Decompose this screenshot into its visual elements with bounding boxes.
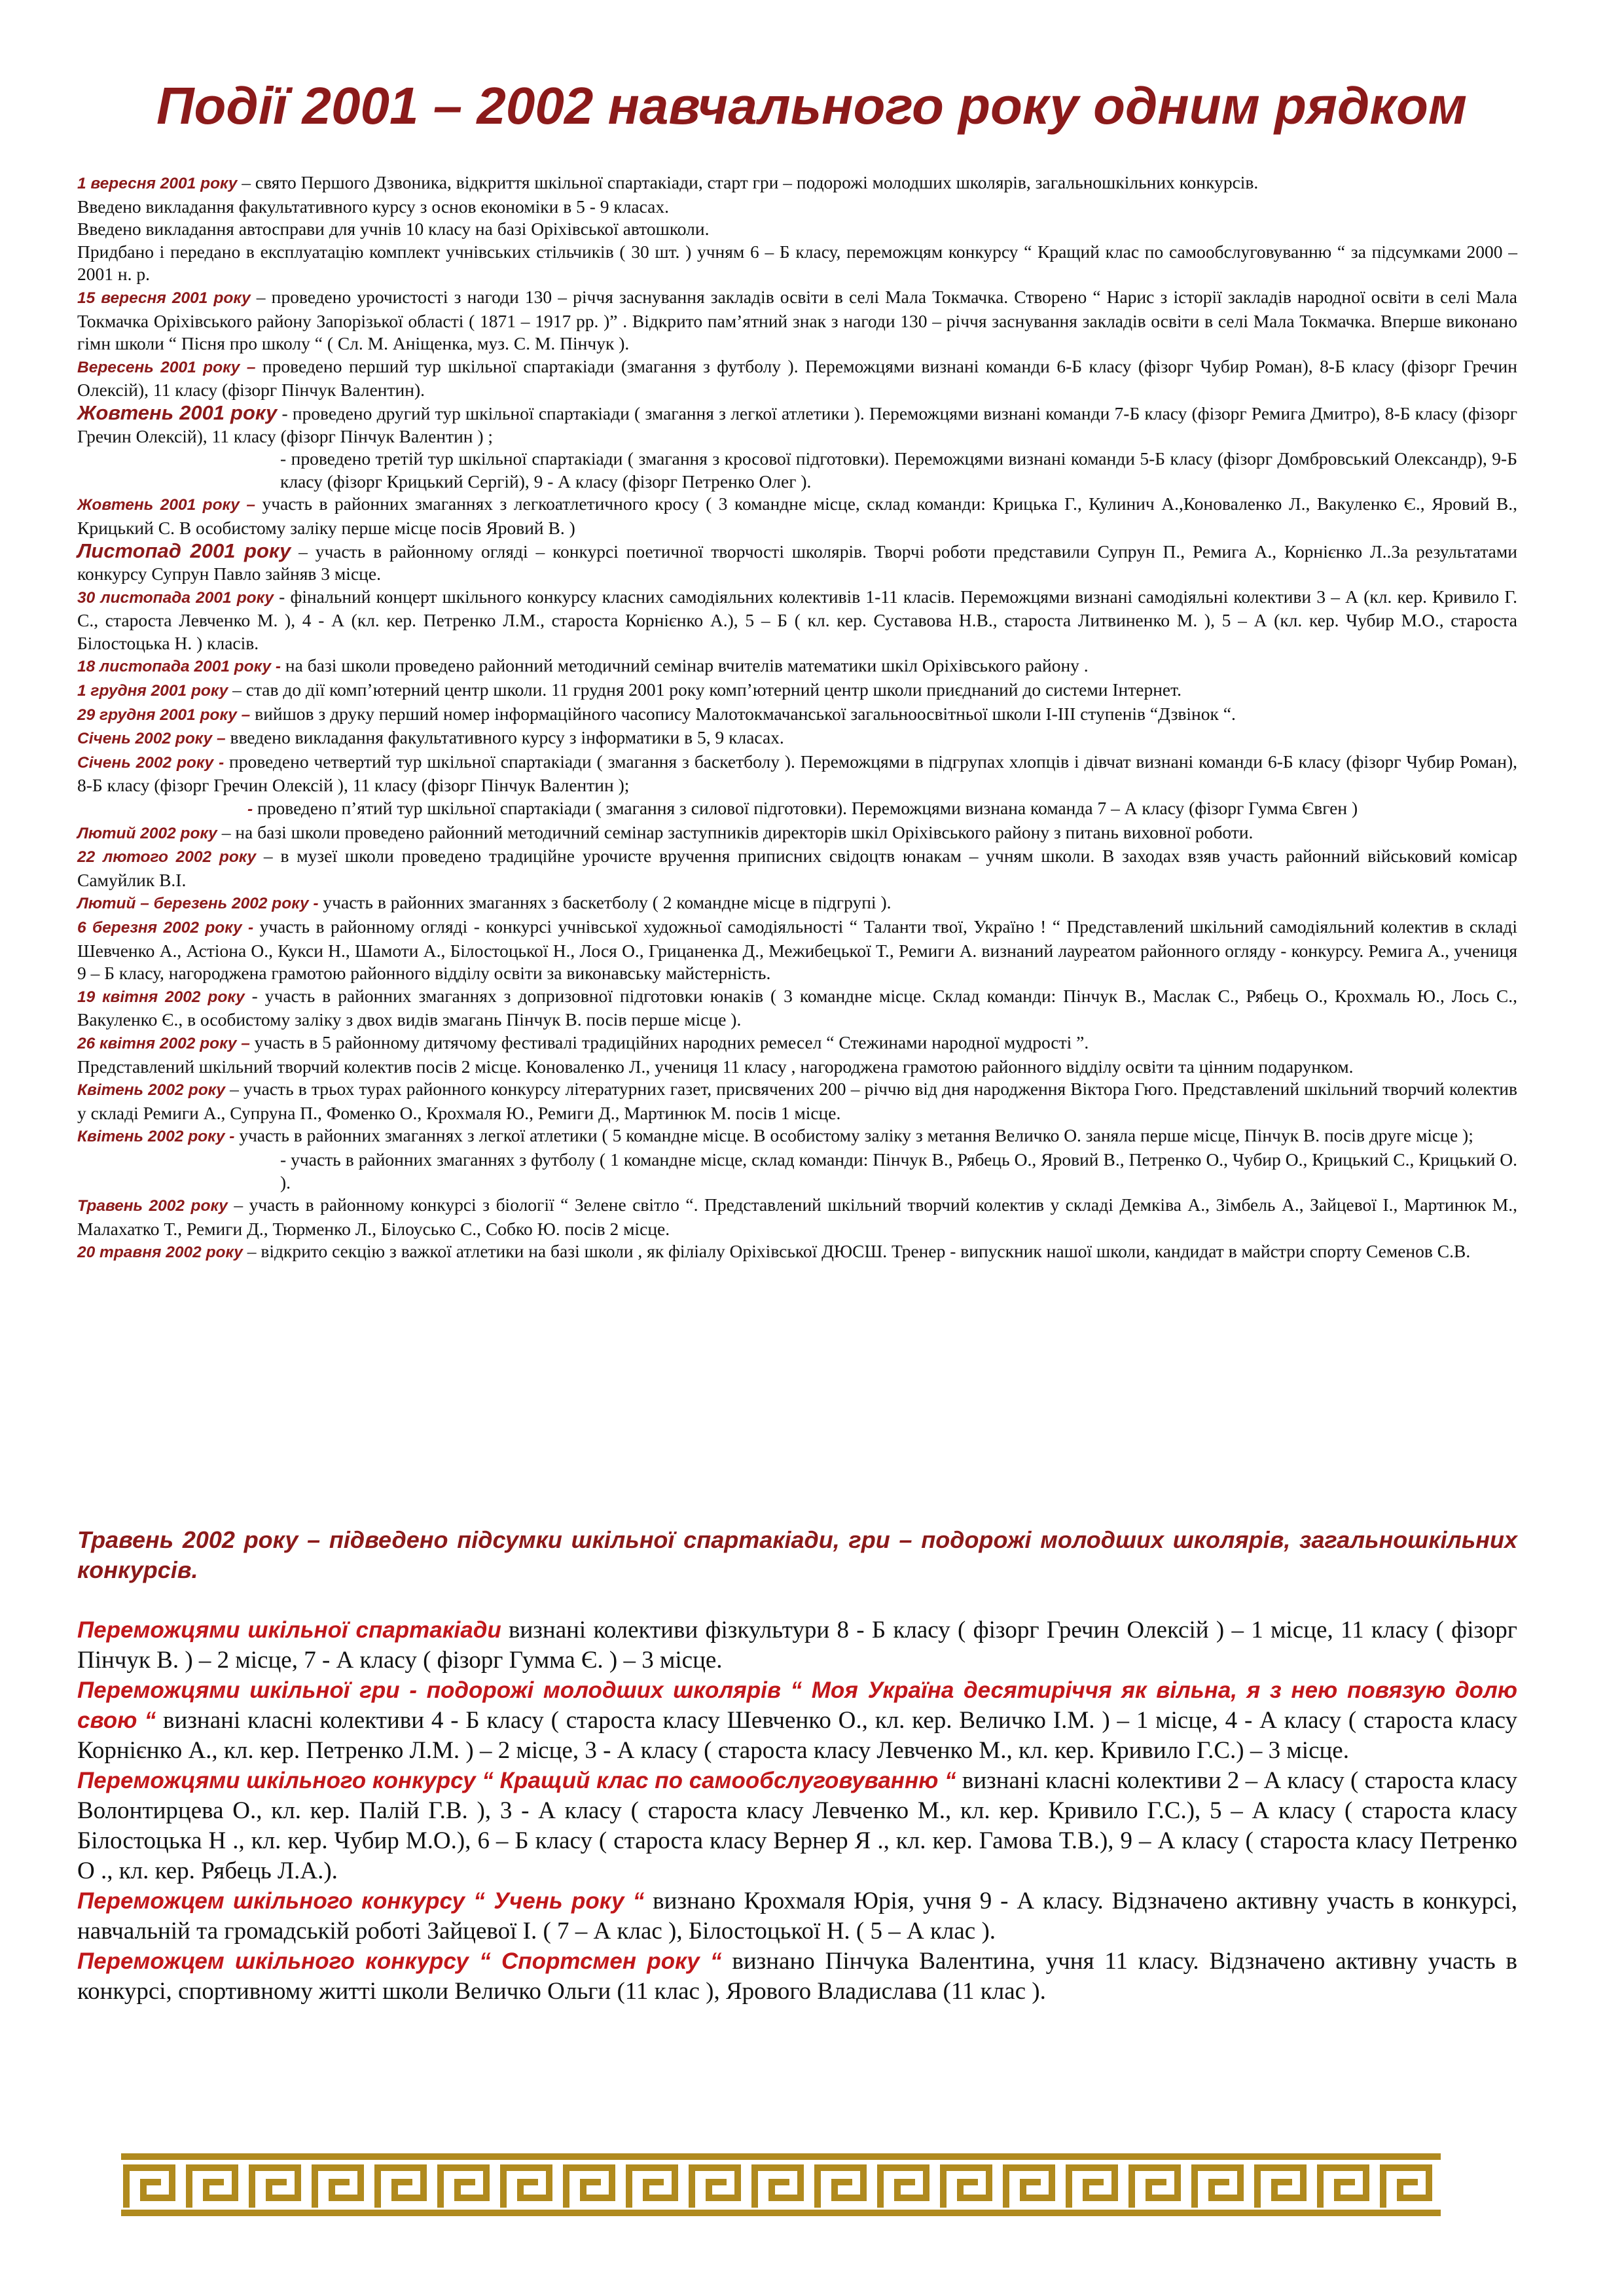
meander-unit (1257, 2168, 1303, 2204)
event-entry (77, 845, 1517, 891)
event-entry (77, 655, 1517, 679)
meander-unit (441, 2168, 486, 2204)
event-text: – на базі школи проведено районний методичний семінар заступників директорів шкіл Оріхівського району з питань виховної роботи. (217, 821, 1254, 842)
event-entry (77, 355, 1517, 402)
event-date: 29 грудня 2001 року – (77, 706, 251, 724)
summary-items (77, 1615, 1517, 2007)
events-list (77, 171, 1517, 1265)
event-date: 1 вересня 2001 року (77, 175, 238, 192)
event-entry (77, 726, 1517, 751)
event-entry (77, 891, 1517, 916)
event-text: Введено викладання автосправи для учнів 10 класу на базі Оріхівської автошколи. (77, 219, 710, 240)
event-entry (77, 218, 1517, 241)
event-entry (77, 797, 1517, 821)
event-text: участь в районних змаганнях з баскетболу ( 2 командне місце в підгрупі ). (318, 892, 892, 913)
summary-item (77, 1676, 1517, 1766)
event-text: – участь в районному огляді – конкурсі поетичної творчості школярів. Творчі роботи представили Супрун П., Ремига А., Корнієнко Л..За результатами конкурсу Супрун Павло зайняв 3 місце. (77, 541, 1518, 584)
summary-item-label: Переможцем шкільного конкурсу “ Спортсмен року “ (77, 1948, 722, 1974)
event-text: на базі школи проведено районний методичний семінар вчителів математики шкіл Оріхівського району . (281, 655, 1089, 676)
event-date: 22 лютого 2002 року (77, 848, 257, 867)
meander-unit (252, 2168, 298, 2204)
event-text: - участь в районних змаганнях з допризовної підготовки юнаків ( 3 командне місце. Склад команди: Пінчук В., Маслак С., Рябець О., Крохмаль Ю., Лось С., Вакуленко Є., в особистому заліку з двох видів змагань Пінчук В. посів перше місце ). (77, 985, 1517, 1030)
summary-item-text: визнані класні колективи 2 – А класу ( староста класу Волонтирцева О., кл. кер. Палій Г.В. ), 3 - А класу ( староста класу Левченко М., кл. кер. Кривило Г.С.), 5 – А класу ( староста класу Білостоцька Н ., кл. кер. Чубир М.О.), 6 – Б класу ( староста класу Вернер Я ., кл. кер. Гамова Т.В.), 9 – А класу ( староста класу Петренко О ., кл. кер. Рябець Л.А.). (77, 1767, 1517, 1884)
event-text: Введено викладання факультативного курсу з основ економіки в 5 - 9 класах. (77, 196, 670, 217)
summary-item (77, 1946, 1517, 2007)
event-entry (77, 703, 1517, 727)
event-date: Січень 2002 року - (77, 753, 225, 772)
meander-unit (503, 2168, 549, 2204)
summary-item-label: Переможцями шкільного конкурсу “ Кращий клас по самообслуговуванню “ (77, 1768, 956, 1793)
event-entry (77, 171, 1517, 196)
meander-unit (818, 2168, 863, 2204)
event-text: участь в районних змаганнях з легкоатлетичного кросу ( 3 командне місце, склад команди: Крицька Г., Кулинич А.,Коноваленко Л., Вакуленко Є., Яровий В., Крицький С. В особистому заліку перше місце посів Яровий В. ) (77, 493, 1518, 538)
summary-item-text: визнані колективи фізкультури 8 - Б класу ( фізорг Гречин Олексій ) – 1 місце, 11 класу ( фізорг Пінчук В. ) – 2 місце, 7 - А класу ( фізорг Гумма Є. ) – 3 місце. (77, 1617, 1517, 1674)
event-date: 30 листопада 2001 року (77, 588, 274, 607)
summary-item-label: Переможцями шкільної гри - подорожі молодших школярів “ Моя Україна десятиріччя як вільна, я з нею повязую долю свою “ (77, 1677, 1517, 1733)
meander-unit (1006, 2168, 1052, 2204)
meander-unit (126, 2168, 172, 2204)
event-text: Представлений шкільний творчий колектив посів 2 місце. Коноваленко Л., учениця 11 класу , нагороджена грамотою районного відділу освіти та цінним подарунком. (77, 1056, 1354, 1077)
event-entry (77, 916, 1517, 985)
summary-heading: Травень 2002 року – підведено підсумки шкільної спартакіади, гри – подорожі молодших школярів, загальношкільних конкурсів. (77, 1526, 1517, 1583)
event-date: 1 грудня 2001 року (77, 682, 228, 700)
event-entry (77, 448, 1517, 493)
summary-item (77, 1766, 1517, 1886)
event-text: – проведено урочистості з нагоди 130 – річчя заснування закладів освіти в селі Мала Токмачка. Створено “ Нарис з історії закладів народної освіти в селі Мала Токмачка Оріхівського району Запорізької області ( 1871 – 1917 рр. )” . Відкрито пам’ятний знак з нагоди 130 – річчя заснування закладів освіти в селі Мала Токмачка. Вперше виконано гімн школи “ Пісня про школу “ ( Сл. М. Аніщенка, муз. С. М. Пінчук ). (77, 286, 1517, 354)
meander-unit (566, 2168, 612, 2204)
event-text: – участь в районному конкурсі з біології “ Зелене світло “. Представлений шкільний творчий колектив у складі Демківа А., Зімбель А., Зайцевої І., Мартинюк М., Малахатко Т., Ремиги Д., Тюрменко Л., Білоусько С., Собко Ю. посів 2 місце. (77, 1194, 1517, 1239)
event-text: введено викладання факультативного курсу з інформатики в 5, 9 класах. (225, 727, 784, 748)
event-entry (77, 286, 1517, 355)
page-title: Події 2001 – 2002 навчального року одним рядком (156, 77, 1468, 135)
event-date: 6 березня 2002 року - (77, 919, 254, 937)
event-entry (77, 493, 1517, 539)
greek-key-pattern (121, 2157, 1441, 2213)
meander-unit (880, 2168, 926, 2204)
event-date: Вересень 2001 року – (77, 358, 256, 376)
summary-item-text: визнані класні колективи 4 - Б класу ( староста класу Шевченко О., кл. кер. Величко І.М. ) – 1 місце, 4 - А класу ( староста класу Корнієнко А., кл. кер. Петренко Л.М. ) – 2 місце, 3 - А класу ( староста класу Левченко М., кл. кер. Кривило Г.С.) – 3 місце. (77, 1707, 1517, 1764)
event-date: Січень 2002 року – (77, 730, 226, 748)
event-text: Придбано і передано в експлуатацію комплект учнівських стільчиків ( 30 шт. ) учням 6 – Б класу, переможцям конкурсу “ Кращий клас по самообслуговуванню “ за підсумками 2000 – 2001 н. р. (77, 241, 1517, 285)
meander-unit (1132, 2168, 1178, 2204)
meander-unit (1320, 2168, 1366, 2204)
event-text: участь в 5 районному дитячому фестивалі традиційних народних ремесел “ Стежинами народної мудрості ”. (249, 1031, 1089, 1052)
event-entry (77, 1124, 1517, 1149)
summary-item (77, 1886, 1517, 1946)
event-date: - (247, 800, 253, 819)
event-text: проведено перший тур шкільної спартакіади (змагання з футболу ). Переможцями визнані команди 6-Б класу (фізорг Чубир Роман), 8-Б класу (фізорг Гречин Олексій), 11 класу (фізорг Пінчук Валентин). (77, 355, 1517, 401)
event-date: Лютий – березень 2002 року - (77, 895, 319, 913)
event-text: – в музеї школи проведено традиційне урочисте вручення приписних свідоцтв юнакам – учням школи. В заходах взяв участь районний військовий комісар Самуйлик В.І. (77, 846, 1517, 890)
event-date: Листопад 2001 року (77, 539, 291, 562)
event-entry (77, 586, 1517, 655)
event-text: проведено п’ятий тур шкільної спартакіади ( змагання з силової підготовки). Переможцями визнана команда 7 – А класу (фізорг Гумма Євген ) (253, 798, 1358, 819)
meander-unit (692, 2168, 738, 2204)
meander-unit (755, 2168, 801, 2204)
summary-section (77, 1525, 1517, 2007)
event-text: - участь в районних змаганнях з футболу ( 1 командне місце, склад команди: Пінчук В., Рябець О., Яровий В., Петренко О., Чубир О., Крицький С., Крицький О. ). (280, 1149, 1517, 1193)
event-entry (77, 196, 1517, 219)
event-text: – свято Першого Дзвоника, відкриття шкільної спартакіади, старт гри – подорожі молодших школярів, загальношкільних конкурсів. (237, 172, 1259, 192)
event-date: Жовтень 2001 року – (77, 496, 255, 514)
event-text: – став до дії комп’ютерний центр школи. 11 грудня 2001 року комп’ютерний центр школи приєднаний до системи Інтернет. (228, 679, 1182, 700)
meander-unit (1069, 2168, 1115, 2204)
meander-unit (1195, 2168, 1240, 2204)
event-text: - проведено другий тур шкільної спартакіади ( змагання з легкої атлетики ). Переможцями визнані команди 7-Б класу (фізорг Ремига Дмитро), 8-Б класу (фізорг Гречин Олексій), 11 класу (фізорг Пінчук Валентин ) ; (77, 403, 1517, 446)
event-entry (77, 1031, 1517, 1056)
meander-unit (1383, 2168, 1429, 2204)
meander-unit (629, 2168, 675, 2204)
event-date: 15 вересня 2001 року (77, 289, 251, 307)
event-entry (77, 1056, 1517, 1079)
greek-key-border (121, 2153, 1483, 2216)
event-entry (77, 402, 1517, 448)
event-date: 18 листопада 2001 року - (77, 658, 281, 676)
summary-item-label: Переможцем шкільного конкурсу “ Учень року “ (77, 1888, 645, 1914)
event-text: участь в районних змаганнях з легкої атлетики ( 5 командне місце. В особистому заліку з метання Величко О. заняла перше місце, Пінчук В. посів друге місце ); (234, 1125, 1473, 1146)
event-text: – відкрито секцію з важкої атлетики на базі школи , як філіалу Оріхівської ДЮСШ. Тренер - випускник нашої школи, кандидат в майстри спорту Семенов С.В. (242, 1241, 1471, 1262)
event-text: - фінальний концерт шкільного конкурсу класних самодіяльних колективів 1-11 класів. Переможцями визнані самодіяльні колективи 3 – А (кл. кер. Кривило Г. С., староста Левченко М. ), 4 - А (кл. кер. Петренко Л.М., староста Корнієнко А.), 5 – Б ( кл. кер. Суставова Н.В., староста Литвиненко М. ), 5 – А (кл. кер. Чубир М.О., староста Білостоцька Н. ) класів. (77, 586, 1517, 653)
event-text: проведено четвертий тур шкільної спартакіади ( змагання з баскетболу ). Переможцями в підгрупах хлопців і дівчат визнані команди 6-Б класу (фізорг Чубир Роман), 8-Б класу (фізорг Гречин Олексій ), 11 класу (фізорг Пінчук Валентин ); (77, 751, 1517, 796)
event-text: – участь в трьох турах районного конкурсу літературних газет, присвячених 200 – річчю від дня народження Віктора Гюго. Представлений шкільний творчий колектив у складі Ремиги А., Супруна П., Фоменко О., Крохмаля Ю., Ремиги Д., Мартинюк М. посів 1 місце. (77, 1079, 1517, 1123)
event-text: - проведено третій тур шкільної спартакіади ( змагання з кросової підготовки). Переможцями визнані команди 5-Б класу (фізорг Домбровський Олександр), 9-Б класу (фізорг Крицький Сергій), 9 - А класу (фізорг Петренко Олег ). (280, 448, 1517, 492)
event-entry (77, 821, 1517, 846)
event-date: Лютий 2002 року (77, 824, 217, 842)
event-entry (77, 751, 1517, 797)
event-date: 19 квітня 2002 року (77, 988, 245, 1006)
event-date: Жовтень 2001 року (77, 401, 278, 424)
event-date: Квітень 2002 року (77, 1081, 226, 1100)
event-entry (77, 679, 1517, 703)
meander-unit (189, 2168, 235, 2204)
event-entry (77, 1149, 1517, 1194)
event-date: Квітень 2002 року - (77, 1128, 235, 1146)
event-entry (77, 1194, 1517, 1240)
meander-unit (943, 2168, 989, 2204)
summary-item-label: Переможцями шкільної спартакіади (77, 1617, 501, 1643)
summary-item-text: визнано Пінчука Валентина, учня 11 класу. Відзначено активну участь в конкурсі, спортивному житті школи Величко Ольги (11 клас ), Ярового Владислава (11 клас ). (77, 1948, 1518, 2005)
event-date: Травень 2002 року (77, 1197, 228, 1215)
event-text: участь в районному огляді - конкурсі учнівської художньої самодіяльності “ Таланти твої, Україно ! “ Представлений шкільний самодіяльний колектив в складі Шевченко А., Астіона О., Кукси Н., Шамоти А., Білостоцької Н., Лося О., Грицаненка Д., Межибецької Т., Ремиги А. визнаний лауреатом районного огляду - конкурсу. Ремига А., учениця 9 – Б класу, нагороджена грамотою районного відділу освіти за виконавську майстерність. (77, 916, 1517, 984)
summary-item (77, 1615, 1517, 1676)
summary-item-text: визнано Крохмаля Юрія, учня 9 - А класу. Відзначено активну участь в конкурсі, навчальній та громадській роботі Зайцевої І. ( 7 – А клас ), Білостоцької Н. ( 5 – А клас ). (77, 1888, 1518, 1945)
event-entry (77, 1078, 1517, 1124)
event-entry (77, 985, 1517, 1031)
event-entry (77, 540, 1517, 586)
meander-unit (378, 2168, 424, 2204)
event-date: 20 травня 2002 року (77, 1244, 243, 1262)
event-entry (77, 1240, 1517, 1265)
event-text: вийшов з друку перший номер інформаційного часопису Малотокмачанської загальноосвітньої школи І-ІІІ ступенів “Дзвінок “. (250, 703, 1236, 724)
event-entry (77, 241, 1517, 286)
meander-unit (315, 2168, 361, 2204)
event-date: 26 квітня 2002 року – (77, 1034, 250, 1052)
